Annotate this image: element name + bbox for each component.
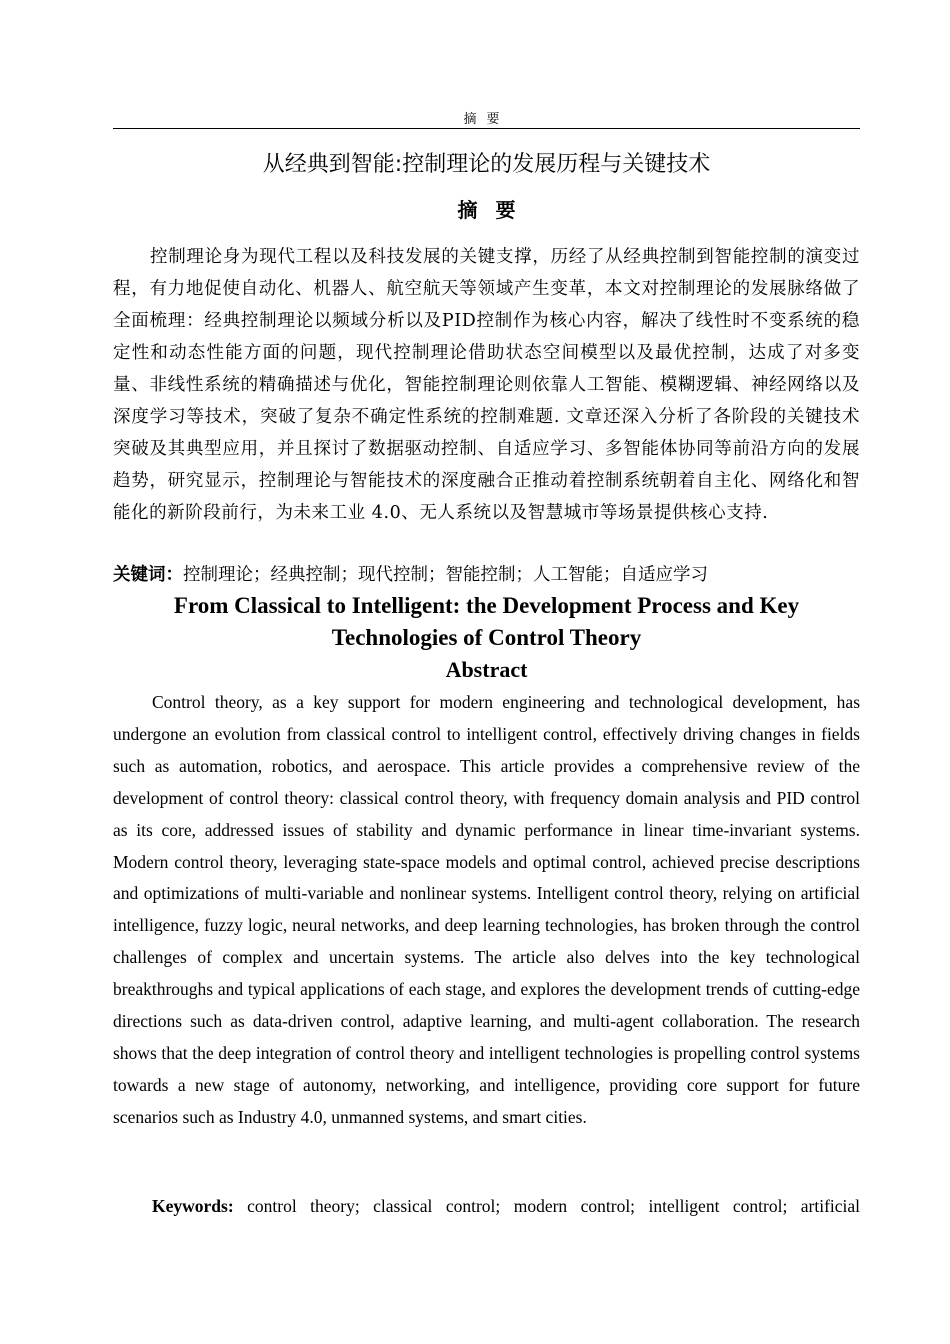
chinese-keywords: [113, 559, 860, 591]
running-header: 摘要: [463, 112, 510, 127]
english-keywords-label: Keywords:: [152, 1196, 234, 1216]
chinese-abstract-heading: 摘要: [457, 198, 534, 222]
english-abstract-heading: Abstract: [445, 657, 528, 682]
english-keywords-text: control theory; classical control; modern control; intelligent control; artificial: [247, 1196, 860, 1216]
header-rule: [113, 128, 860, 129]
chinese-abstract-body: 控制理论身为现代工程以及科技发展的关键支撑，历经了从经典控制到智能控制的演变过程，有力地促使自动化、机器人、航空航天等领域产生变革，本文对控制理论的发展脉络做了全面梳理：经典控制理论以频域分析以及PID控制作为核心内容，解决了线性时不变系统的稳定性和动态性能方面的问题，现代控制理论借助状态空间模型以及最优控制，达成了对多变量、非线性系统的精确描述与优化，智能控制理论则依靠人工智能、模糊逻辑、神经网络以及深度学习等技术，突破了复杂不确定性系统的控制难题. 文章还深入分析了各阶段的关键技术突破及其典型应用，并且探讨了数据驱动控制、自适应学习、多智能体协同等前沿方向的发展趋势，研究显示，控制理论与智能技术的深度融合正推动着控制系统朝着自主化、网络化和智能化的新阶段前行，为未来工业 4.0、无人系统以及智慧城市等场景提供核心支持.: [113, 247, 860, 523]
chinese-keywords-label: 关键词：: [113, 565, 183, 585]
english-title: From Classical to Intelligent: the Development Process and Key Technologies of Control Theory: [173, 593, 800, 650]
english-keywords: [113, 1190, 860, 1222]
english-abstract-body: Control theory, as a key support for modern engineering and technological development, has undergone an evolution from classical control to intelligent control, effectively driving changes in fields such as automation, robotics, and aerospace. This article provides a comprehensive review of the development of control theory: classical control theory, with frequency domain analysis and PID control as its core, addressed issues of stability and dynamic performance in linear time-invariant systems. Modern control theory, leveraging state-space models and optimal control, achieved precise descriptions and optimizations of multi-variable and nonlinear systems. Intelligent control theory, relying on artificial intelligence, fuzzy logic, neural networks, and deep learning technologies, has broken through the control challenges of complex and uncertain systems. The article also delves into the key technological breakthroughs and typical applications of each stage, and explores the development trends of cutting-edge directions such as data-driven control, adaptive learning, and multi-agent collaboration. The research shows that the deep integration of control theory and intelligent technologies is propelling control systems towards a new stage of autonomy, networking, and intelligence, providing core support for future scenarios such as Industry 4.0, unmanned systems, and smart cities.: [113, 692, 860, 1127]
chinese-keywords-text: 控制理论；经典控制；现代控制；智能控制；人工智能；自适应学习: [183, 565, 708, 585]
chinese-title: 从经典到智能:控制理论的发展历程与关键技术: [262, 152, 711, 177]
